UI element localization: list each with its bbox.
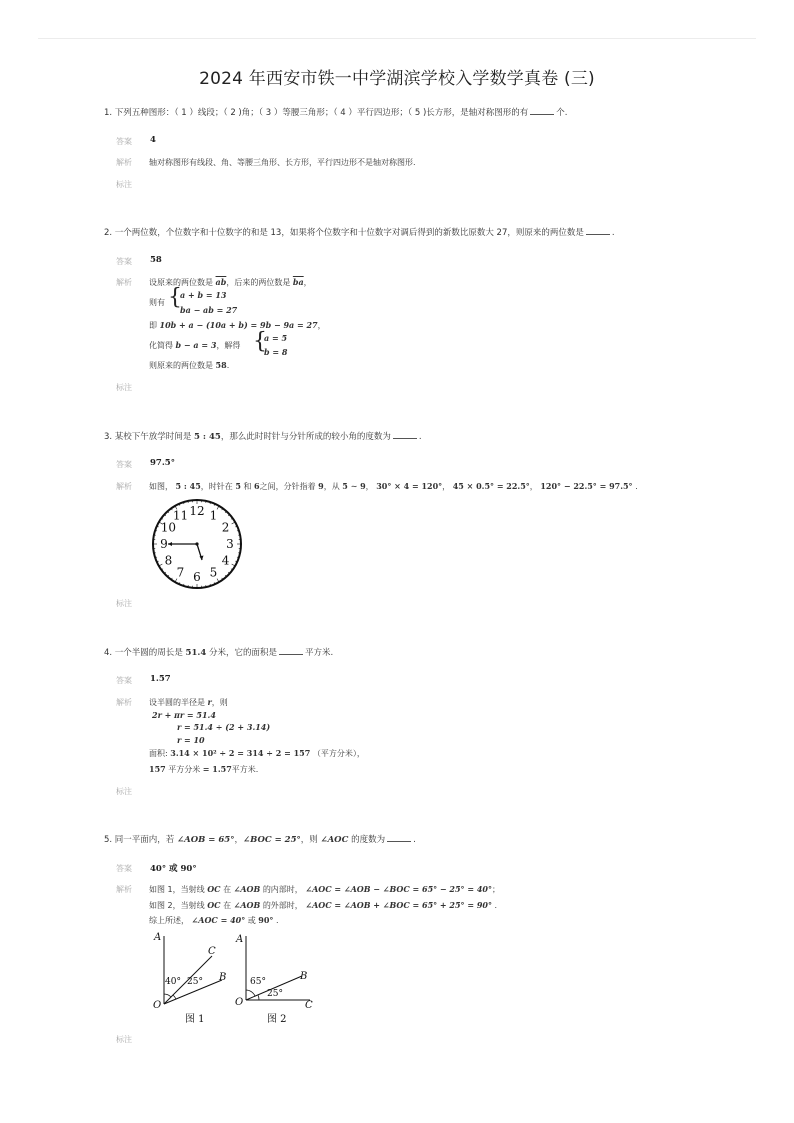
text: ，后来的两位数是 <box>226 278 291 287</box>
question-5-stem <box>104 833 416 845</box>
math: $\overline{ba}$ <box>292 277 304 287</box>
math: 45 × 0.5° = 22.5° <box>452 481 530 491</box>
angle-25-label: 25° <box>267 989 283 999</box>
text: 面积: <box>149 749 168 758</box>
text: 综上所述， <box>149 916 189 925</box>
text: 平方分米 <box>168 765 201 774</box>
text: ， <box>529 482 538 491</box>
system-brace: { <box>168 285 182 310</box>
text: 即 <box>149 321 157 330</box>
text: 的外部时， <box>262 901 303 910</box>
math: 51.4 <box>185 648 207 658</box>
angle-figure-2 <box>232 928 322 1025</box>
question-4-answer: 1.57 <box>150 674 171 684</box>
question-2-analysis-line-4 <box>149 320 326 331</box>
math: 5 <box>235 481 241 491</box>
text: 设半圆的半径是 <box>149 698 205 707</box>
analysis-label: 解析 <box>116 158 132 167</box>
math: 157 <box>149 764 166 774</box>
question-1-suffix: 个. <box>556 108 568 118</box>
question-2-analysis-line-5 <box>149 340 240 351</box>
text: ， <box>317 321 326 330</box>
clock-number: 2 <box>221 520 230 535</box>
analysis-label: 解析 <box>116 885 132 894</box>
answer-label: 答案 <box>116 676 132 685</box>
point-o-label: O <box>153 1000 162 1011</box>
question-4-analysis-line-5 <box>149 748 365 759</box>
figure-1-caption: 图 1 <box>185 1014 205 1025</box>
math: 10b + a − (10a + b) = 9b − 9a = 27 <box>159 320 318 330</box>
text: 的度数为 <box>351 835 386 845</box>
equation-1: 2r + πr = 51.4 <box>152 710 216 720</box>
question-5-analysis-line-2 <box>149 900 497 911</box>
angle-arc-65 <box>246 990 255 996</box>
text: 平方米. <box>231 765 259 774</box>
clock-number: 10 <box>160 520 177 535</box>
point-b-label: B <box>300 971 308 982</box>
text: ，时针在 <box>200 482 233 491</box>
text: 平方米. <box>304 648 334 658</box>
text: ； <box>491 885 500 894</box>
text: . <box>226 361 230 370</box>
angle-arc-25 <box>258 995 259 1000</box>
text: . <box>413 835 416 845</box>
text: 如图， <box>149 482 173 491</box>
text: ，从 <box>323 482 340 491</box>
equation-2: r = 51.4 ÷ (2 + 3.14) <box>177 722 271 732</box>
clock-number: 11 <box>172 508 189 523</box>
question-1-answer: 4 <box>150 135 156 145</box>
math: ∠AOC = ∠AOB − ∠BOC = 65° − 25° = 40° <box>305 884 492 894</box>
text: ， <box>234 835 243 845</box>
math: 5 : 45 <box>175 481 201 491</box>
math: ∠AOC = ∠AOB + ∠BOC = 65° + 25° = 90° <box>305 900 492 910</box>
note-label: 标注 <box>116 180 132 189</box>
minute-hand-arrow <box>168 542 172 546</box>
note-label: 标注 <box>116 383 132 392</box>
text: 之间，分针指着 <box>259 482 316 491</box>
text: 4. 一个半圆的周长是 <box>104 648 183 658</box>
top-divider <box>38 38 756 39</box>
math: 90° <box>258 915 274 925</box>
point-c-label: C <box>208 946 216 957</box>
math: OC <box>207 884 221 894</box>
math: 5 : 45 <box>194 432 221 442</box>
answer-blank <box>586 226 610 235</box>
question-5-analysis-line-1 <box>149 884 500 895</box>
clock-number: 1 <box>209 508 218 523</box>
text: . <box>275 916 279 925</box>
math: ∠AOB <box>233 900 261 910</box>
analysis-label: 解析 <box>116 698 132 707</box>
point-c-label: C <box>305 1000 313 1011</box>
text: ， <box>365 482 374 491</box>
angle-arc-40 <box>164 994 171 997</box>
math: ∠BOC = 25° <box>242 835 301 845</box>
note-label: 标注 <box>116 1035 132 1044</box>
math: 58 <box>215 360 227 370</box>
answer-label: 答案 <box>116 137 132 146</box>
text: 则原来的两位数是 <box>149 361 213 370</box>
answer-blank <box>530 106 554 115</box>
text: ， <box>442 482 451 491</box>
point-a-label: A <box>236 934 244 945</box>
question-3-stem <box>104 430 422 442</box>
math: ∠AOC <box>320 835 349 845</box>
question-1-text: 1. 下列五种图形：（ 1 ）线段；（ 2 )角；（ 3 ）等腰三角形；（ 4 ）平行四边形；（ 5 )长方形，是轴对称图形的有 <box>104 108 529 118</box>
clock-number: 7 <box>176 565 185 580</box>
question-2-stem <box>104 226 615 238</box>
math: 9 <box>318 481 324 491</box>
text: 3. 某校下午放学时间是 <box>104 432 192 442</box>
system-2-eq-2: b = 8 <box>264 347 288 357</box>
system-2-eq-1: a = 5 <box>264 333 288 343</box>
text: . <box>418 432 422 442</box>
question-2-analysis-line-2: 则有 <box>149 298 165 307</box>
text: . <box>494 901 498 910</box>
page-title: 2024 年西安市铁一中学湖滨学校入学数学真卷 (三) <box>199 69 595 89</box>
system-1-eq-2: ba − ab = 27 <box>180 305 238 315</box>
text: 或 <box>247 916 256 925</box>
text: 分米，它的面积是 <box>208 648 277 658</box>
math: 120° − 22.5° = 97.5° <box>540 481 633 491</box>
text: 在 <box>223 901 232 910</box>
text: 5. 同一平面内，若 <box>104 835 175 845</box>
clock-number: 4 <box>221 553 230 568</box>
text: 的内部时， <box>262 885 303 894</box>
clock-center <box>195 542 198 545</box>
point-a-label: A <box>154 932 162 943</box>
point-b-label: B <box>219 972 227 983</box>
text: ，则 <box>300 835 318 845</box>
clock-number: 3 <box>226 537 234 551</box>
text: ，解得 <box>216 341 241 350</box>
question-1-analysis: 轴对称图形有线段、角、等腰三角形、长方形，平行四边形不是轴对称图形. <box>149 158 416 167</box>
system-1-eq-1: a + b = 13 <box>180 290 227 300</box>
answer-blank <box>393 430 417 439</box>
math: 6 <box>254 481 260 491</box>
question-2-analysis-line-7 <box>149 360 229 371</box>
text: ，则 <box>211 698 228 707</box>
answer-blank <box>279 646 303 655</box>
answer-label: 答案 <box>116 864 132 873</box>
question-5-analysis-line-3 <box>149 915 279 926</box>
math: ∠AOB = 65° <box>177 835 235 845</box>
text: . <box>635 482 638 491</box>
clock-number: 9 <box>160 537 168 551</box>
math: $\overline{ab}$ <box>215 277 227 287</box>
angle-arc-25 <box>173 995 176 999</box>
system-brace: { <box>253 329 267 354</box>
figure-2-caption: 图 2 <box>267 1014 287 1025</box>
answer-label: 答案 <box>116 460 132 469</box>
text: ，那么此时时针与分针所成的较小角的度数为 <box>220 432 391 442</box>
math: ∠AOB <box>233 884 261 894</box>
note-label: 标注 <box>116 599 132 608</box>
question-1-stem <box>104 106 567 118</box>
text: ， <box>303 278 312 287</box>
angle-65-label: 65° <box>250 977 266 987</box>
math: ∠AOC = 40° <box>191 915 246 925</box>
text: 设原来的两位数是 <box>149 278 213 287</box>
question-4-analysis-line-1 <box>149 697 228 708</box>
text: 化简得 <box>149 341 173 350</box>
clock-number: 8 <box>164 553 173 568</box>
text: 如图 2，当射线 <box>149 901 205 910</box>
text: （平方分米）， <box>312 749 365 758</box>
math: r <box>207 697 212 707</box>
question-3-answer: 97.5° <box>150 458 175 468</box>
analysis-label: 解析 <box>116 278 132 287</box>
angle-figure-1 <box>150 928 235 1025</box>
angle-25-label: 25° <box>187 977 203 987</box>
question-2-suffix: . <box>611 228 615 238</box>
analysis-label: 解析 <box>116 482 132 491</box>
clock-number: 6 <box>193 570 201 584</box>
note-label: 标注 <box>116 787 132 796</box>
math: 30° × 4 = 120° <box>376 481 443 491</box>
answer-label: 答案 <box>116 257 132 266</box>
math: b − a = 3 <box>175 340 217 350</box>
math: 5 ∼ 9 <box>342 481 366 491</box>
question-3-analysis <box>149 481 638 492</box>
angle-40-label: 40° <box>165 977 181 987</box>
answer-blank <box>387 833 411 842</box>
math: = 1.57 <box>202 764 232 774</box>
math: 3.14 × 10² ÷ 2 = 314 ÷ 2 = 157 <box>170 748 311 758</box>
question-5-answer: 40° 或 90° <box>150 864 197 874</box>
text: 在 <box>223 885 232 894</box>
question-4-analysis-line-6 <box>149 764 258 775</box>
text: 如图 1，当射线 <box>149 885 205 894</box>
question-2-answer: 58 <box>150 255 162 265</box>
question-2-text: 2. 一个两位数，个位数字和十位数字的和是 13，如果将个位数字和十位数字对调后得到的新数比原数大 27，则原来的两位数是 <box>104 228 584 238</box>
clock-number: 5 <box>209 565 218 580</box>
math: OC <box>207 900 221 910</box>
clock-diagram <box>150 497 244 591</box>
text: 和 <box>243 482 252 491</box>
point-o-label: O <box>235 997 244 1008</box>
clock-number: 12 <box>189 504 205 518</box>
question-4-stem <box>104 646 333 658</box>
equation-3: r = 10 <box>177 735 205 745</box>
